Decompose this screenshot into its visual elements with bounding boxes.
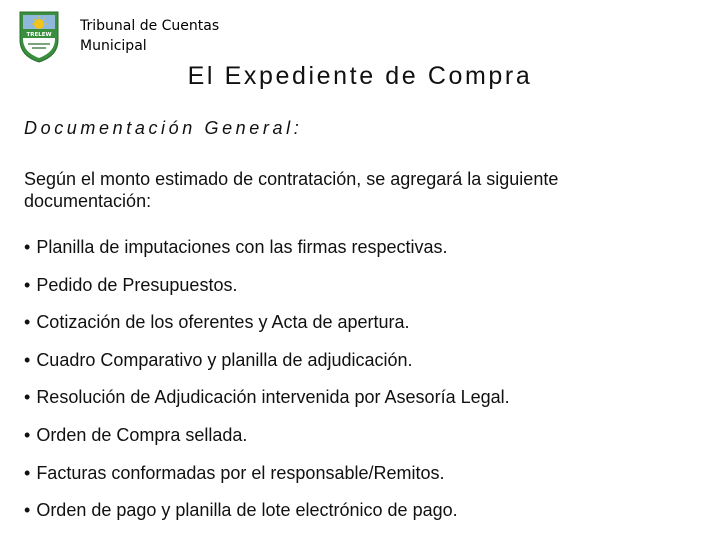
organization-name <box>80 16 219 56</box>
bullet-icon: • <box>24 387 31 408</box>
intro-paragraph: Según el monto estimado de contratación, se agregará la siguiente documentación: <box>24 169 559 211</box>
organization-name-line1: Tribunal de Cuentas <box>80 18 220 34</box>
section-heading: Documentación General: <box>24 118 303 138</box>
list-item <box>24 462 510 500</box>
document-list <box>24 236 510 537</box>
list-item <box>24 274 510 312</box>
organization-name-line2: Municipal <box>80 38 147 54</box>
list-item <box>24 349 510 387</box>
list-item-text: Resolución de Adjudicación intervenida por Asesoría Legal. <box>36 387 510 408</box>
list-item-text: Pedido de Presupuestos. <box>36 274 238 295</box>
list-item <box>24 499 510 537</box>
bullet-icon: • <box>24 349 31 370</box>
list-item-text: Orden de pago y planilla de lote electrónico de pago. <box>36 500 458 521</box>
list-item-text: Orden de Compra sellada. <box>36 424 248 445</box>
bullet-icon: • <box>24 274 31 295</box>
bullet-icon: • <box>24 237 31 257</box>
page-title: El Expediente de Compra <box>187 62 533 90</box>
logo-text: TRELEW <box>26 32 52 38</box>
bullet-icon: • <box>24 424 31 445</box>
trelew-shield-logo <box>16 6 62 64</box>
list-item <box>24 386 510 424</box>
bullet-icon: • <box>24 462 31 483</box>
list-item-text: Facturas conformadas por el responsable/Remitos. <box>36 462 445 483</box>
bullet-icon: • <box>24 312 31 333</box>
bullet-icon: • <box>24 500 31 521</box>
list-item <box>24 424 510 462</box>
list-item-text: Planilla de imputaciones con las firmas respectivas. <box>36 237 448 257</box>
list-item-text: Cotización de los oferentes y Acta de apertura. <box>36 312 410 333</box>
list-item-text: Cuadro Comparativo y planilla de adjudicación. <box>36 349 413 370</box>
list-item <box>24 236 510 274</box>
list-item <box>24 311 510 349</box>
